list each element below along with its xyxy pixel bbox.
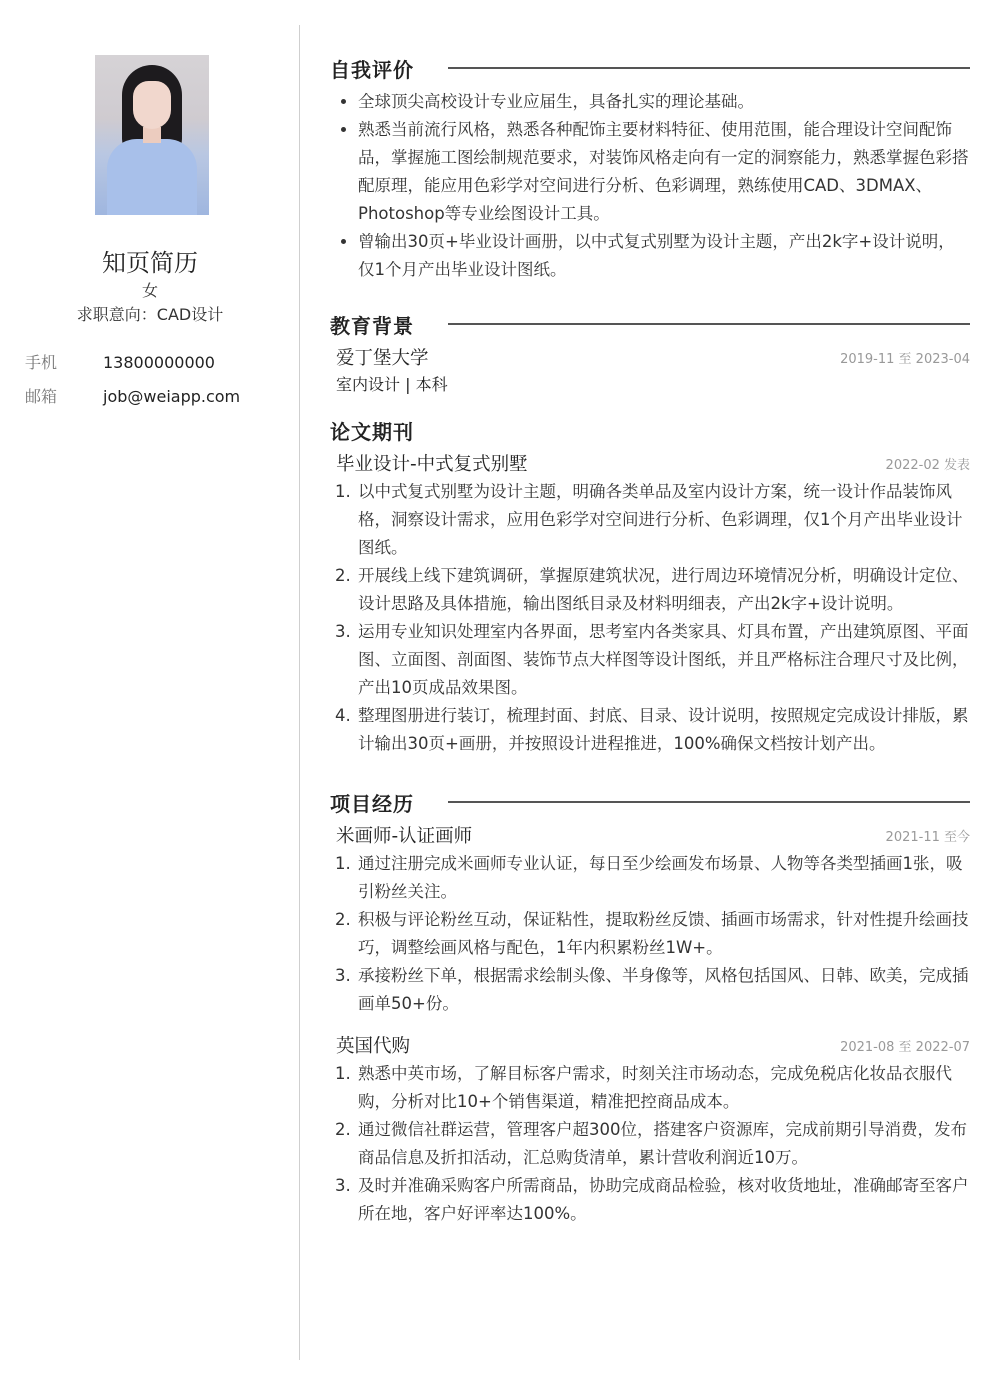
list-item: 1. 以中式复式别墅为设计主题，明确各类单品及室内设计方案，统一设计作品装饰风格，洞察设计需求，应用色彩学对空间进行分析、色彩调理，仅1个月产出毕业设计图纸。 <box>356 478 970 562</box>
project-date: 2021-08 至 2022-07 <box>840 1040 970 1055</box>
project-list <box>330 850 970 1018</box>
list-item: 2. 通过微信社群运营，管理客户超300位，搭建客户资源库，完成前期引导消费，发布商品信息及折扣活动，汇总购货清单，累计营收利润近10万。 <box>356 1116 970 1172</box>
education-entry <box>336 342 970 372</box>
email-value: job@weiapp.com <box>103 387 241 406</box>
section-divider <box>448 67 970 69</box>
section-divider <box>448 801 970 803</box>
section-title: 论文期刊 <box>330 420 414 444</box>
school-name: 爱丁堡大学 <box>336 348 429 369</box>
main-content <box>330 50 970 1242</box>
paper-list <box>330 478 970 758</box>
phone-label: 手机 <box>25 353 58 372</box>
contact-phone <box>25 350 215 373</box>
section-education <box>330 306 970 398</box>
section-title: 项目经历 <box>330 792 414 816</box>
list-item: • 熟悉当前流行风格，熟悉各种配饰主要材料特征、使用范围，能合理设计空间配饰品，掌握施工图绘制规范要求，对装饰风格走向有一定的洞察能力，熟悉掌握色彩搭配原理，能应用色彩学对空间进行分析、色彩调理，熟练使用CAD、3DMAX、Photoshop等专业绘图设计工具。 <box>358 116 970 228</box>
list-item: 1. 通过注册完成米画师专业认证，每日至少绘画发布场景、人物等各类型插画1张，吸引粉丝关注。 <box>356 850 970 906</box>
list-item: 3. 承接粉丝下单，根据需求绘制头像、半身像等，风格包括国风、日韩、欧美，完成插画单50+份。 <box>356 962 970 1018</box>
section-divider <box>448 323 970 325</box>
education-major: 室内设计 | 本科 <box>336 375 448 394</box>
project-entry <box>336 1030 970 1060</box>
section-title: 教育背景 <box>330 314 414 338</box>
phone-value: 13800000000 <box>103 353 215 372</box>
sidebar <box>0 25 300 1360</box>
list-item: 2. 积极与评论粉丝互动，保证粘性，提取粉丝反馈、插画市场需求，针对性提升绘画技巧，调整绘画风格与配色，1年内积累粉丝1W+。 <box>356 906 970 962</box>
list-item: 2. 开展线上线下建筑调研，掌握原建筑状况，进行周边环境情况分析，明确设计定位、设计思路及具体措施，输出图纸目录及材料明细表，产出2k字+设计说明。 <box>356 562 970 618</box>
project-entry <box>336 820 970 850</box>
project-list <box>330 1060 970 1228</box>
self-eval-list <box>330 88 970 284</box>
list-item: 4. 整理图册进行装订，梳理封面、封底、目录、设计说明，按照规定完成设计排版，累计输出30页+画册，并按照设计进程推进，100%确保文档按计划产出。 <box>356 702 970 758</box>
contact-email <box>25 384 240 407</box>
job-intent: 求职意向：CAD设计 <box>76 305 224 324</box>
paper-date: 2022-02 发表 <box>885 458 970 473</box>
candidate-name: 知页简历 <box>102 249 198 277</box>
section-title: 自我评价 <box>330 58 414 82</box>
project-name: 米画师-认证画师 <box>336 826 473 847</box>
email-label: 邮箱 <box>25 387 58 406</box>
list-item: 1. 熟悉中英市场，了解目标客户需求，时刻关注市场动态，完成免税店化妆品衣服代购，分析对比10+个销售渠道，精准把控商品成本。 <box>356 1060 970 1116</box>
list-item: 3. 及时并准确采购客户所需商品，协助完成商品检验，核对收货地址，准确邮寄至客户所在地，客户好评率达100%。 <box>356 1172 970 1228</box>
section-self-evaluation <box>330 50 970 284</box>
paper-entry <box>336 448 970 478</box>
list-item: 3. 运用专业知识处理室内各界面，思考室内各类家具、灯具布置，产出建筑原图、平面图、立面图、剖面图、装饰节点大样图等设计图纸，并且严格标注合理尺寸及比例，产出10页成品效果图。 <box>356 618 970 702</box>
list-item: • 全球顶尖高校设计专业应届生，具备扎实的理论基础。 <box>358 88 970 116</box>
paper-title: 毕业设计-中式复式别墅 <box>336 454 528 475</box>
section-papers <box>330 412 970 758</box>
education-date: 2019-11 至 2023-04 <box>840 352 970 367</box>
section-projects <box>330 784 970 1228</box>
profile-photo <box>95 55 209 215</box>
project-name: 英国代购 <box>336 1036 411 1057</box>
candidate-gender: 女 <box>141 281 158 300</box>
project-date: 2021-11 至今 <box>885 830 970 845</box>
list-item: • 曾输出30页+毕业设计画册，以中式复式别墅为设计主题，产出2k字+设计说明，仅1个月产出毕业设计图纸。 <box>358 228 970 284</box>
